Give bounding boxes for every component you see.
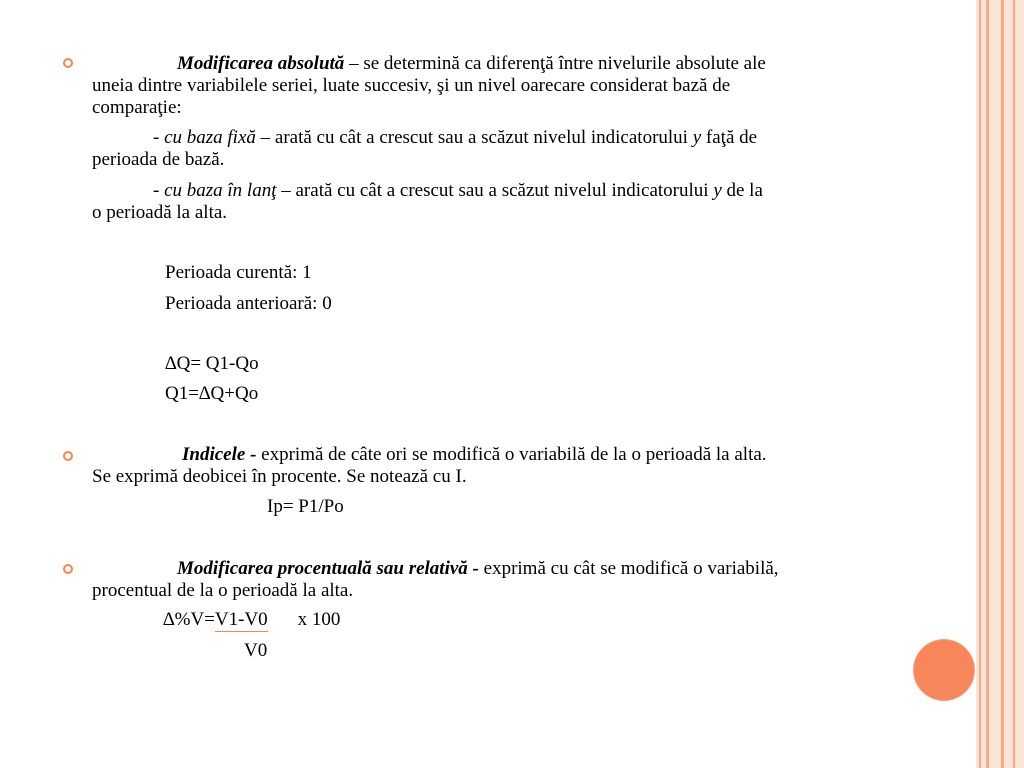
- perioada-curenta: Perioada curentă: 1: [165, 262, 312, 283]
- paragraph-line: o perioadă la alta.: [92, 202, 228, 223]
- decorative-stripe: [1013, 0, 1015, 768]
- sub-item-baza-fixa: - cu baza fixă – arată cu cât a crescut sau a scăzut nivelul indicatorului y faţă de: [153, 127, 758, 148]
- decorative-circle: [914, 640, 974, 700]
- paragraph-line: Modificarea absolută – se determină ca diferenţă între nivelurile absolute ale: [177, 53, 766, 74]
- bullet-icon: [63, 564, 73, 574]
- formula-numerator: V1-V0: [214, 609, 268, 630]
- paragraph-line: perioada de bază.: [92, 149, 225, 170]
- formula: Q1=∆Q+Qo: [165, 383, 259, 404]
- decorative-stripe-background: [976, 0, 1024, 768]
- formula: ∆%V=V1-V0 x 100: [163, 609, 341, 630]
- formula: ∆Q= Q1-Qo: [165, 353, 259, 374]
- bullet-icon: [63, 451, 73, 461]
- formula-denominator: V0: [244, 640, 268, 661]
- formula: Ip= P1/Po: [267, 496, 344, 517]
- sub-item-baza-lant: - cu baza în lanţ – arată cu cât a crescut sau a scăzut nivelul indicatorului y de la: [153, 180, 763, 201]
- paragraph-line: uneia dintre variabilele seriei, luate succesiv, şi un nivel oarecare considerat bază de: [92, 75, 731, 96]
- paragraph-line: Indicele - exprimă de câte ori se modifică o variabilă de la o perioadă la alta.: [182, 444, 767, 465]
- decorative-stripe: [979, 0, 981, 768]
- decorative-stripe: [1001, 0, 1004, 768]
- paragraph-line: comparaţie:: [92, 97, 182, 118]
- paragraph-line: Se exprimă deobicei în procente. Se notează cu I.: [92, 466, 467, 487]
- perioada-anterioara: Perioada anterioară: 0: [165, 293, 332, 314]
- paragraph-line: procentual de la o perioadă la alta.: [92, 580, 354, 601]
- section-title: Modificarea procentuală sau relativă -: [177, 558, 479, 579]
- paragraph-line: Modificarea procentuală sau relativă - exprimă cu cât se modifică o variabilă,: [177, 558, 779, 579]
- section-title: Modificarea absolută: [177, 53, 345, 74]
- bullet-icon: [63, 58, 73, 68]
- section-title: Indicele -: [182, 444, 257, 465]
- decorative-stripe: [986, 0, 989, 768]
